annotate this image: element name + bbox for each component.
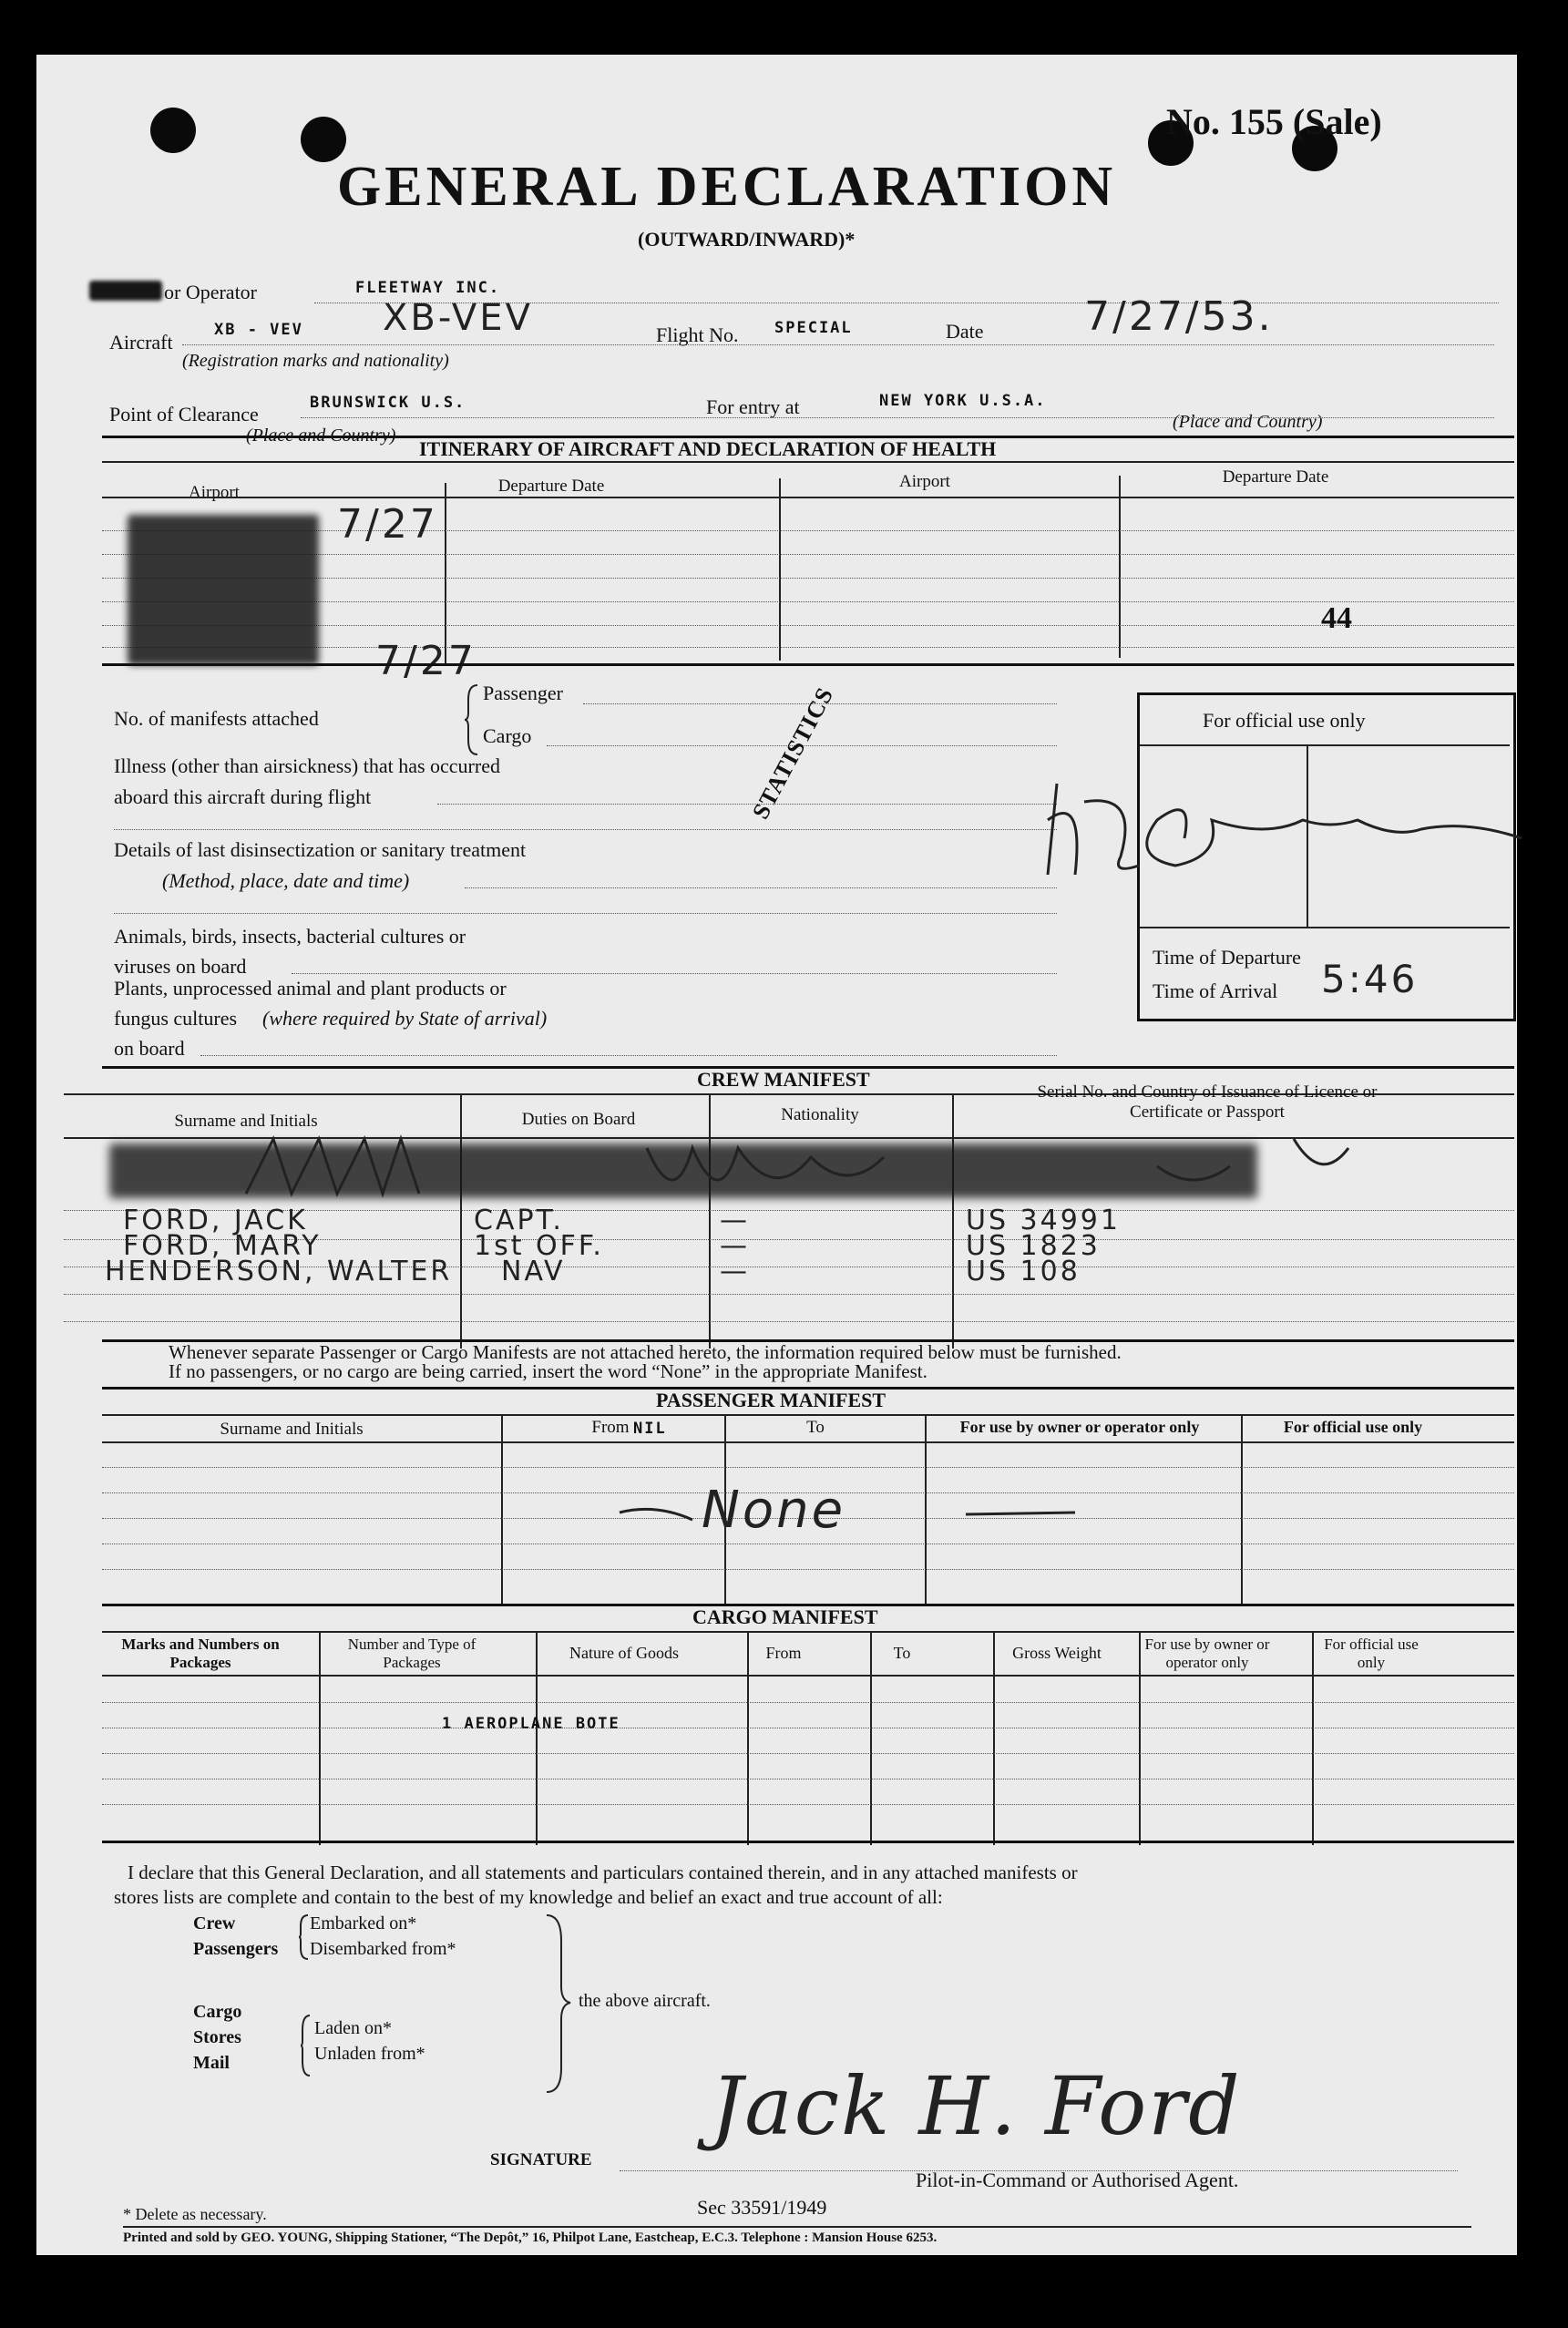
cargo-header-number: Number and Type of Packages bbox=[347, 1636, 477, 1671]
cargo-typed-entry: 1 AEROPLANE BOTE bbox=[442, 1715, 620, 1733]
cargo-row-line bbox=[102, 1702, 1514, 1703]
illness-label-2: aboard this aircraft during flight bbox=[114, 785, 372, 808]
cargo-header-from: From bbox=[765, 1644, 802, 1662]
itin-header-date-2: Departure Date bbox=[1222, 467, 1329, 487]
declaration-line-2: stores lists are complete and contain to the best of my knowledge and belief an exact and true account of all: bbox=[114, 1886, 943, 1908]
manifests-brace bbox=[465, 683, 483, 756]
crew-duty-2: 1st OFF. bbox=[474, 1230, 604, 1262]
crew-nationality-1: — bbox=[720, 1205, 750, 1236]
passenger-row-line bbox=[102, 1543, 1514, 1544]
aircraft-typed: XB - VEV bbox=[214, 321, 303, 339]
sec-number: Sec 33591/1949 bbox=[697, 2196, 827, 2219]
plants-label-1: Plants, unprocessed animal and plant products or bbox=[114, 977, 507, 1000]
crew-nationality-2: — bbox=[720, 1230, 750, 1262]
cargo-header-marks: Marks and Numbers on Packages bbox=[121, 1636, 280, 1671]
itinerary-title: ITINERARY OF AIRCRAFT AND DECLARATION OF HEALTH bbox=[419, 437, 997, 460]
crew-name-3: HENDERSON, WALTER bbox=[105, 1256, 453, 1287]
page-title: GENERAL DECLARATION bbox=[337, 156, 1117, 218]
crew-header-serial: Serial No. and Country of Issuance of Licence or Certificate or Passport bbox=[1037, 1082, 1378, 1122]
declaration-embarked: Embarked on* bbox=[310, 1913, 417, 1933]
place-country-right: (Place and Country) bbox=[1173, 412, 1323, 432]
redacted-owner bbox=[89, 281, 162, 301]
stamp-number: 44 bbox=[1321, 601, 1352, 635]
passenger-row-line bbox=[102, 1569, 1514, 1570]
passenger-from-typed: NIL bbox=[633, 1420, 667, 1438]
crew-serial-3: US 108 bbox=[966, 1256, 1081, 1287]
cargo-col-rule bbox=[102, 1675, 1514, 1677]
cargo-header-weight: Gross Weight bbox=[1012, 1644, 1102, 1662]
cargo-title: CARGO MANIFEST bbox=[692, 1605, 878, 1628]
animals-label-2: viruses on board bbox=[114, 955, 247, 978]
page-subtitle: (OUTWARD/INWARD)* bbox=[638, 228, 856, 251]
passenger-col-divider bbox=[1241, 1414, 1243, 1605]
crew-name-2: FORD, MARY bbox=[123, 1230, 322, 1262]
declaration-line-1: I declare that this General Declaration, and all statements and particulars contained therein, and in any attached manifests or bbox=[128, 1861, 1078, 1883]
itinerary-bottom-rule bbox=[102, 663, 1514, 666]
clearance-line bbox=[301, 417, 1494, 418]
declaration-unladen: Unladen from* bbox=[314, 2044, 425, 2064]
disinsect-note: (Method, place, date and time) bbox=[162, 869, 410, 892]
itinerary-header-rule bbox=[102, 461, 1514, 463]
itinerary-date-2: 7/27 bbox=[375, 638, 477, 684]
declaration-mail: Mail bbox=[193, 2053, 230, 2073]
cargo-header-official: For official use only bbox=[1324, 1636, 1419, 1671]
crew-nationality-3: — bbox=[720, 1256, 750, 1287]
operator-value: FLEETWAY INC. bbox=[355, 279, 501, 297]
aircraft-label: Aircraft bbox=[109, 331, 173, 354]
itin-col-divider bbox=[1119, 476, 1121, 658]
departure-time-label: Time of Departure bbox=[1153, 946, 1301, 969]
printer-imprint: Printed and sold by GEO. YOUNG, Shipping Stationer, “The Depôt,” 16, Philpot Lane, Eastcheap, E.C.3. Telephone : Mansion House 6253. bbox=[123, 2231, 938, 2245]
crew-duty-1: CAPT. bbox=[474, 1205, 564, 1236]
delete-note: * Delete as necessary. bbox=[123, 2205, 267, 2223]
declaration-above-aircraft: the above aircraft. bbox=[579, 1991, 711, 2011]
passenger-header-official: For official use only bbox=[1283, 1418, 1423, 1436]
manifest-note-2: If no passengers, or no cargo are being carried, insert the word “None” in the appropriate Manifest. bbox=[169, 1360, 927, 1382]
cargo-header-rule bbox=[102, 1631, 1514, 1633]
cargo-col-divider bbox=[319, 1631, 321, 1845]
illness-line-2 bbox=[114, 829, 1057, 830]
flight-value: SPECIAL bbox=[774, 319, 853, 337]
itin-header-airport-2: Airport bbox=[899, 472, 950, 491]
animals-line bbox=[292, 973, 1057, 974]
declaration-brace bbox=[545, 1913, 572, 2096]
plants-label-2b: (where required by State of arrival) bbox=[262, 1007, 548, 1030]
clearance-value: BRUNSWICK U.S. bbox=[310, 394, 466, 412]
cargo-bottom-rule bbox=[102, 1841, 1514, 1843]
crew-row-line bbox=[64, 1321, 1514, 1322]
flight-label: Flight No. bbox=[656, 323, 739, 346]
cargo-col-divider bbox=[747, 1631, 749, 1845]
crew-scribble bbox=[246, 1130, 1412, 1203]
itin-col-rule bbox=[102, 497, 1514, 498]
passenger-label: Passenger bbox=[483, 682, 563, 704]
footer-rule bbox=[123, 2226, 1471, 2228]
declaration-cargo: Cargo bbox=[193, 2002, 242, 2022]
declaration-crew: Crew bbox=[193, 1913, 236, 1933]
cargo-header-to: To bbox=[893, 1644, 911, 1662]
disinsect-line-2 bbox=[114, 913, 1057, 914]
passenger-header-owner: For use by owner or operator only bbox=[959, 1418, 1200, 1436]
official-box-rule bbox=[1140, 744, 1510, 746]
aircraft-handwritten: XB-VEV bbox=[383, 297, 533, 339]
entry-label: For entry at bbox=[706, 395, 800, 418]
passenger-none-entry: None bbox=[702, 1481, 846, 1540]
passenger-title: PASSENGER MANIFEST bbox=[656, 1389, 886, 1411]
official-box-title: For official use only bbox=[1203, 709, 1366, 732]
declaration-form bbox=[36, 55, 1517, 2255]
crew-name-1: FORD, JACK bbox=[123, 1205, 308, 1236]
declaration-stores: Stores bbox=[193, 2027, 241, 2047]
date-value: 7/27/53. bbox=[1084, 293, 1274, 340]
plants-line bbox=[200, 1055, 1057, 1056]
manifest-note-1: Whenever separate Passenger or Cargo Manifests are not attached hereto, the information required below must be furnished. bbox=[169, 1341, 1122, 1363]
crew-title: CREW MANIFEST bbox=[697, 1068, 870, 1091]
redacted-itinerary bbox=[128, 515, 319, 665]
manifests-label: No. of manifests attached bbox=[114, 707, 319, 730]
passenger-row-line bbox=[102, 1467, 1514, 1468]
itinerary-date-1: 7/27 bbox=[337, 501, 438, 548]
passenger-col-rule bbox=[102, 1441, 1514, 1443]
itin-header-airport-1: Airport bbox=[189, 483, 240, 502]
statistics-stamp: STATISTICS bbox=[747, 682, 839, 824]
cargo-col-divider bbox=[1139, 1631, 1141, 1845]
passenger-header-to: To bbox=[806, 1418, 825, 1437]
operator-label: or Operator bbox=[164, 281, 258, 303]
passenger-none-stroke bbox=[620, 1503, 1075, 1540]
disinsect-label: Details of last disinsectization or sanitary treatment bbox=[114, 838, 527, 861]
cargo-header-owner: For use by owner or operator only bbox=[1144, 1636, 1270, 1671]
cargo-col-divider bbox=[993, 1631, 995, 1845]
signature: Jack H. Ford bbox=[711, 2059, 1242, 2153]
agent-label: Pilot-in-Command or Authorised Agent. bbox=[916, 2169, 1239, 2191]
plants-label-3: on board bbox=[114, 1037, 185, 1060]
aircraft-line bbox=[182, 344, 1494, 345]
crew-duty-3: NAV bbox=[501, 1256, 566, 1287]
signature-label: SIGNATURE bbox=[490, 2150, 592, 2169]
cargo-col-divider bbox=[870, 1631, 872, 1845]
crew-header-nationality: Nationality bbox=[781, 1105, 859, 1124]
itin-header-date-1: Departure Date bbox=[497, 477, 605, 496]
clearance-label: Point of Clearance bbox=[109, 403, 259, 426]
form-number: No. 155 (Sale) bbox=[1166, 101, 1382, 142]
itin-col-divider bbox=[779, 478, 781, 661]
passenger-header-from: From bbox=[591, 1418, 630, 1437]
passenger-header-name: Surname and Initials bbox=[220, 1420, 364, 1439]
cargo-brace bbox=[301, 2014, 313, 2077]
cargo-row-line bbox=[102, 1804, 1514, 1805]
passenger-header-rule bbox=[102, 1414, 1514, 1416]
passenger-col-divider bbox=[501, 1414, 503, 1605]
cargo-col-divider bbox=[1312, 1631, 1314, 1845]
illness-line bbox=[437, 804, 1057, 805]
cargo-header-nature: Nature of Goods bbox=[569, 1644, 679, 1662]
declaration-disembarked: Disembarked from* bbox=[310, 1939, 456, 1959]
crew-row-line bbox=[64, 1294, 1514, 1295]
arrival-time-label: Time of Arrival bbox=[1153, 979, 1278, 1002]
arrival-time-value: 5:46 bbox=[1321, 957, 1419, 1001]
animals-label-1: Animals, birds, insects, bacterial cultures or bbox=[114, 925, 466, 948]
punch-hole bbox=[150, 108, 196, 153]
crew-serial-1: US 34991 bbox=[966, 1205, 1121, 1236]
cargo-label: Cargo bbox=[483, 724, 532, 747]
crew-header-duties: Duties on Board bbox=[521, 1110, 636, 1129]
place-country-left: (Place and Country) bbox=[246, 426, 396, 446]
plants-label-2a: fungus cultures bbox=[114, 1007, 238, 1030]
official-initials-scribble bbox=[1030, 765, 1522, 948]
crew-header-name: Surname and Initials bbox=[174, 1112, 318, 1131]
disinsect-line bbox=[465, 887, 1057, 888]
date-label: Date bbox=[946, 320, 984, 343]
registration-note: (Registration marks and nationality) bbox=[182, 351, 449, 371]
cargo-row-line bbox=[102, 1753, 1514, 1754]
illness-label-1: Illness (other than airsickness) that has occurred bbox=[114, 754, 500, 777]
crew-serial-2: US 1823 bbox=[966, 1230, 1101, 1262]
declaration-passengers: Passengers bbox=[193, 1939, 279, 1959]
declaration-laden: Laden on* bbox=[314, 2018, 392, 2038]
cargo-col-divider bbox=[536, 1631, 538, 1845]
entry-value: NEW YORK U.S.A. bbox=[879, 392, 1047, 410]
